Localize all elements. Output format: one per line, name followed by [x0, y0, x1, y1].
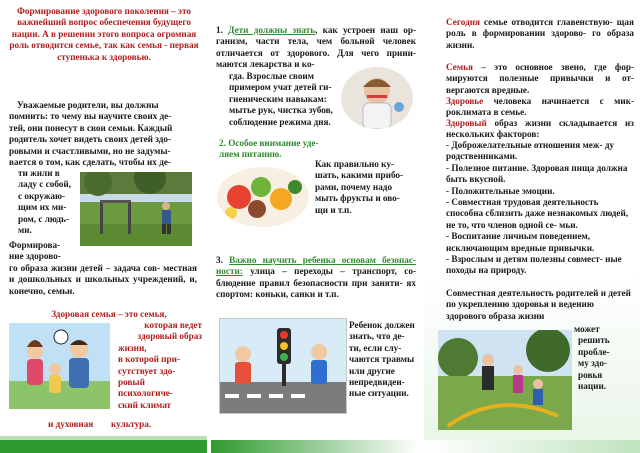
item3-paragraph — [216, 255, 416, 301]
text-line: здоровый образ — [137, 331, 202, 342]
item2-heading: 2. Особое внимание уде- ляем питанию. — [219, 138, 319, 160]
item1-heading: Дети должны знать — [228, 25, 316, 35]
text-line: вается о том, как сделать, чтобы их де- — [9, 157, 171, 168]
text-line: или другие — [349, 365, 395, 376]
item1-paragraph — [216, 25, 416, 71]
text-line: нации. — [578, 381, 607, 392]
text-line: тей, они понесут в свои семьи. Каждый — [9, 122, 173, 133]
photo-family-playground — [438, 330, 572, 430]
panel-right — [424, 0, 640, 453]
item2-narrow — [315, 159, 415, 216]
item3-heading: Важно научить ребенка основам безопас- ности: — [216, 255, 416, 277]
text-line: щим их ми- — [18, 202, 67, 213]
text-line: ром, с людь- — [18, 213, 69, 224]
health-paragraph — [446, 96, 634, 119]
list-item: - Совместная трудовая деятельность способна сблизить даже незнакомых людей, не то, что членов одной се- мьи. — [446, 197, 629, 230]
text-line: гда. Взрослые своим — [229, 71, 314, 81]
text-line: Как правильно ку- — [315, 159, 394, 169]
photo-healthy-food — [217, 167, 309, 227]
green-footer-bar — [211, 440, 419, 453]
text-line: сутствует здо- — [118, 365, 176, 376]
healthy-family-heading: Здоровая семья – это семья, — [51, 309, 167, 319]
text-line: мыть фрукты и ово- — [315, 193, 400, 204]
item1-text: , как устроен наш ор- ганизм, части тела, чем больной человек отличается от здорового. Для чего прини- маются лекарства и ко- — [216, 25, 417, 70]
item3-number: 3. — [216, 255, 223, 265]
text-line: непредвиден- — [349, 377, 405, 388]
text-line: помнить: то чему вы научите своих де- — [9, 111, 172, 122]
text-line: ние здорово- — [9, 251, 61, 262]
text-line: му здо- — [578, 358, 607, 369]
text-line: которая ведет — [144, 320, 202, 330]
text-line: ский климат — [118, 399, 172, 410]
item1-narrow — [229, 71, 349, 128]
text-line: ные ситуации. — [349, 388, 409, 399]
health-heading: Здоровье — [446, 96, 484, 106]
green-footer-bar — [0, 440, 207, 453]
formation-paragraph: го образа жизни детей – задача сов- местная и дошкольных и школьных учреждений, и, конечно, семьи. — [9, 263, 197, 296]
today-heading: Сегодня — [446, 17, 481, 27]
text-line: чаются травмы — [349, 354, 415, 365]
text-line: пробле- — [578, 346, 610, 357]
text-line: примером учат детей ги- — [229, 82, 332, 93]
joint-activity-paragraph: Совместная деятельность родителей и детей по укреплению здоровья и ведению здорового образа жизни — [446, 288, 631, 321]
text-line: жизни, — [118, 342, 147, 353]
panel-left-title: Формирование здорового поколения – это важнейший вопрос обеспечения будущего нации. А в решении этого вопроса огромная роль отводится семье, так как семья - первая ступенька к здоровью. — [9, 6, 199, 62]
drawing-traffic-light-kids — [219, 318, 347, 414]
text-line: мытье рук, чистка зубов, — [229, 105, 333, 116]
family-paragraph — [446, 62, 634, 96]
lifestyle-text: образ жизни складывается из нескольких факторов: — [446, 118, 634, 140]
drawing-family — [9, 323, 110, 409]
healthy-family-narrow — [110, 320, 202, 411]
formation-paragraph-narrow — [9, 240, 71, 263]
text-line: Формирова- — [9, 240, 61, 250]
parents-paragraph — [9, 100, 195, 168]
list-item: - Воспитание личным поведением, исключающим вредные привычки. — [446, 231, 595, 253]
green-footer-bar — [424, 440, 640, 453]
today-text: семье отводится главенствую- щая роль в формировании здорово- го образа жизни. — [446, 17, 634, 50]
family-heading: Семья — [446, 62, 473, 72]
text-line: щи и т.п. — [315, 204, 352, 215]
photo-child-brushing-teeth — [341, 67, 413, 129]
text-line: решить — [578, 335, 610, 346]
text-line: рами, почему надо — [315, 181, 393, 192]
text-line: родитель хочет видеть своих детей здо- — [9, 134, 172, 145]
text-line: может — [574, 324, 600, 334]
panel-middle — [211, 0, 419, 453]
text-line: ти, если слу- — [349, 342, 402, 353]
lifestyle-heading: Здоровый — [446, 118, 487, 128]
list-item: - Доброжелательные отношения меж- ду родственниками. — [446, 140, 615, 162]
family-text: – это основное звено, где фор- мируются полезные привычки и от- вергаются вредные. — [446, 62, 634, 95]
parents-paragraph-narrow — [18, 168, 76, 236]
text-line: ровыми и счастливыми, но не задумы- — [9, 145, 171, 156]
item1-number: 1. — [216, 25, 223, 35]
text-line: ти жили в — [18, 168, 60, 178]
panel-left — [0, 0, 207, 453]
text-line: шать, какими прибо- — [315, 170, 404, 181]
joint-activity-narrow — [574, 324, 636, 392]
text-line: гиеническим навыкам: — [229, 93, 327, 104]
health-text: человека начинается с мик- роклимата в семье. — [446, 96, 634, 118]
text-line: Уважаемые родители, вы должны — [17, 100, 159, 110]
text-line: ровья — [578, 369, 603, 380]
text-line: соблюдение режима дня. — [229, 116, 331, 127]
item3-text: улица – переходы – транспорт, со- блюдение правил безопасности при заняти- ях спортом: коньки, санки и т.п. — [216, 266, 416, 300]
healthy-family-end-b: культура. — [111, 419, 152, 429]
text-line: в которой при- — [118, 354, 180, 365]
today-paragraph — [446, 17, 634, 51]
item3-narrow — [349, 320, 419, 400]
light-green-footer-strip — [0, 436, 207, 440]
text-line: ладу с собой, — [18, 179, 71, 190]
lifestyle-paragraph — [446, 118, 634, 141]
text-line: с окружаю- — [18, 190, 66, 201]
text-line: ровый — [118, 377, 145, 388]
text-line: психологиче- — [118, 388, 173, 399]
list-item: - Полезное питание. Здоровая пища должна быть вкусной. — [446, 162, 628, 185]
healthy-family-end-a: и духовная — [48, 419, 94, 429]
list-item: - Положительные эмоции. — [446, 185, 555, 196]
text-line: знать, что де- — [349, 331, 405, 342]
text-line: Ребенок должен — [349, 320, 415, 330]
photo-playground-child — [80, 172, 192, 246]
text-line: ми. — [18, 225, 32, 236]
list-item: - Взрослым и детям полезны совмест- ные походы на природу. — [446, 254, 622, 276]
factors-list — [446, 140, 634, 277]
